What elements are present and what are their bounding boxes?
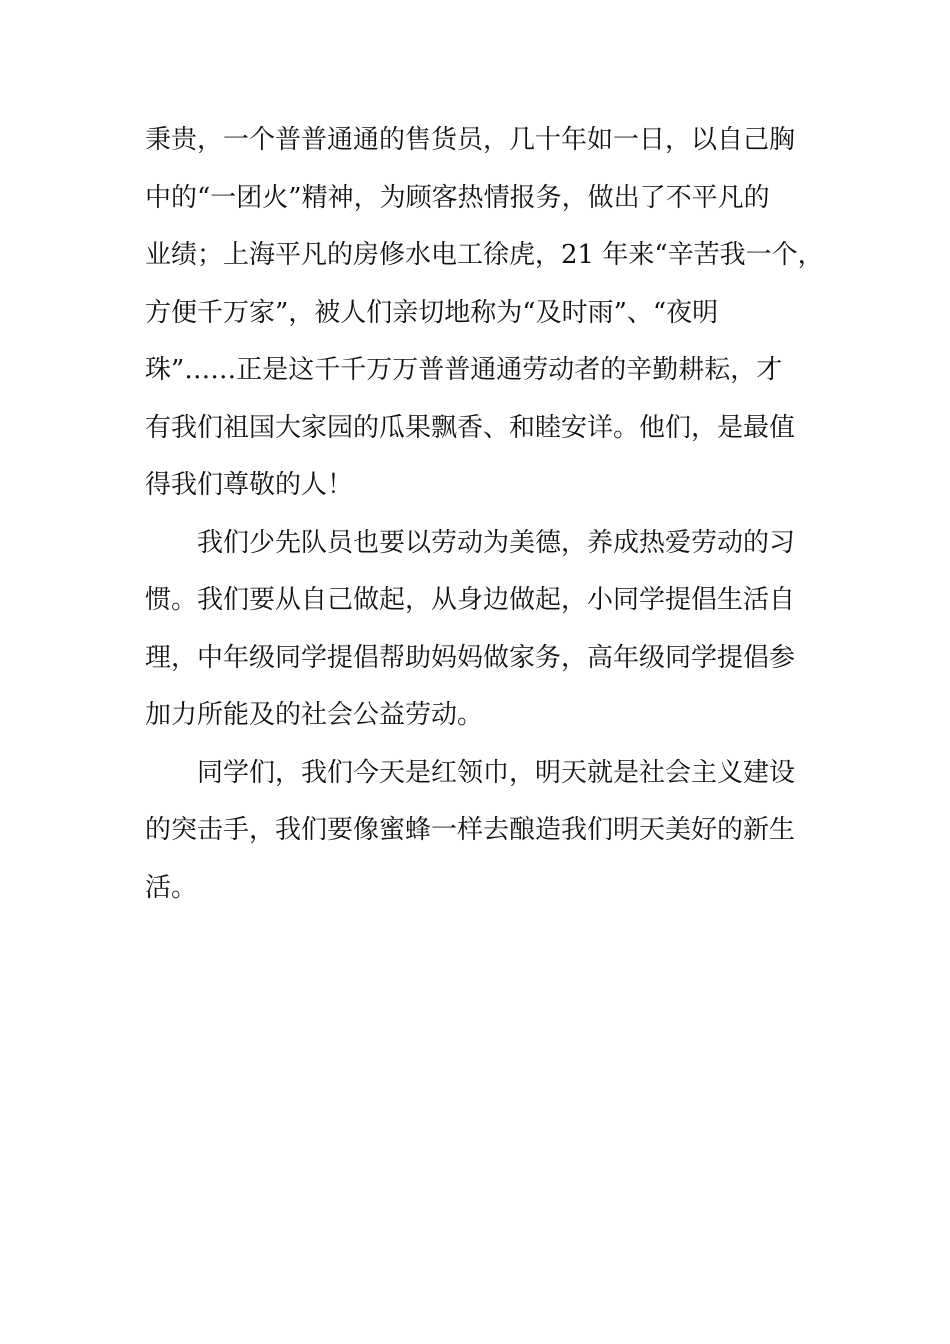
paragraph-1	[145, 112, 835, 515]
paragraph-line: 活。	[145, 872, 198, 903]
paragraph-line: 有我们祖国大家园的瓜果飘香、和睦安详。他们，是最值	[145, 412, 796, 443]
paragraph-line: 业绩；上海平凡的房修水电工徐虎，21 年来“辛苦我一个，	[145, 240, 824, 270]
paragraph-line: 方便千万家”，被人们亲切地称为“及时雨”、“夜明	[145, 297, 719, 328]
paragraph-line: 中的“一团火”精神，为顾客热情报务，做出了不平凡的	[145, 182, 770, 213]
paragraph-line: 我们少先队员也要以劳动为美德，养成热爱劳动的习	[197, 527, 796, 558]
paragraph-line: 惯。我们要从自己做起，从身边做起，小同学提倡生活自	[145, 585, 796, 615]
paragraph-2	[145, 515, 835, 745]
document-body	[145, 112, 835, 917]
paragraph-line: 的突击手，我们要像蜜蜂一样去酿造我们明天美好的新生	[145, 815, 796, 845]
paragraph-line: 加力所能及的社会公益劳动。	[145, 700, 484, 730]
paragraph-3	[145, 745, 835, 918]
paragraph-line: 秉贵，一个普普通通的售货员，几十年如一日，以自己胸	[145, 125, 796, 155]
paragraph-line: 得我们尊敬的人！	[145, 470, 354, 500]
paragraph-line: 理，中年级同学提倡帮助妈妈做家务，高年级同学提倡参	[145, 642, 796, 673]
paragraph-line: 同学们，我们今天是红领巾，明天就是社会主义建设	[197, 757, 796, 788]
paragraph-line: 珠”……正是这千千万万普普通通劳动者的辛勤耕耘，才	[145, 355, 783, 385]
